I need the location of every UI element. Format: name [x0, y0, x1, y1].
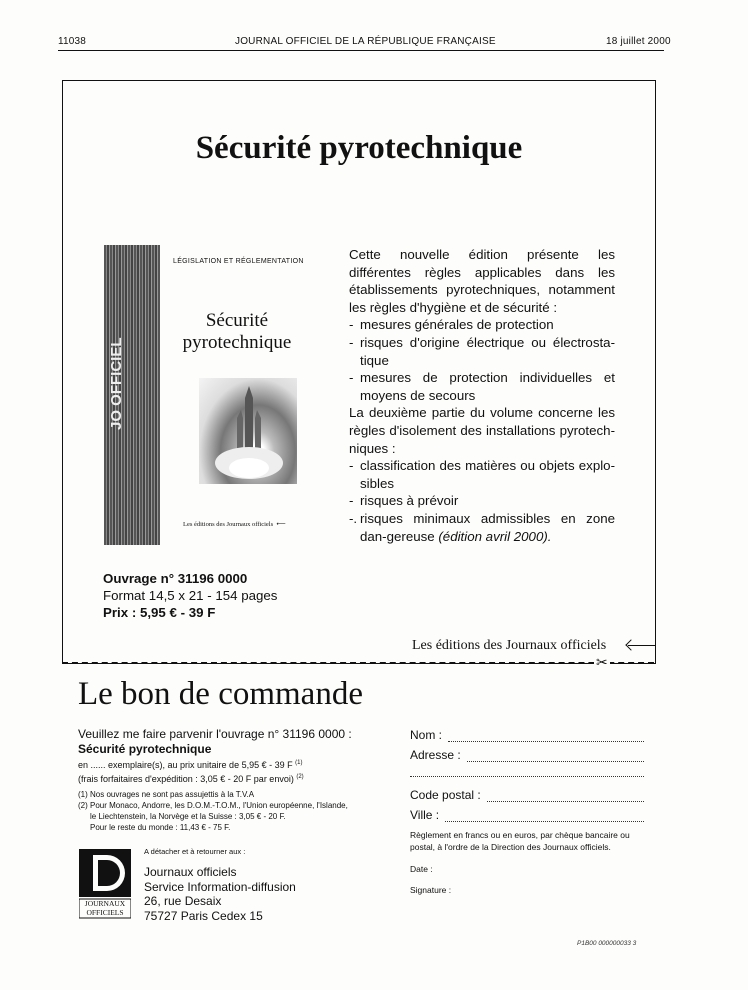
list-item: - risques à prévoir: [349, 492, 615, 510]
book-spine-text: JO OFFICIEL: [108, 337, 125, 430]
list-item: [349, 510, 615, 545]
list-item: - risques d'origine électrique ou électrosta-tique: [349, 334, 615, 369]
header-rule: [58, 50, 664, 51]
book-info: [103, 570, 277, 621]
order-title: Le bon de commande: [78, 676, 363, 712]
quantity-note: (1): [295, 760, 303, 766]
name-label: Nom :: [410, 728, 443, 742]
order-quantity-line[interactable]: [78, 757, 352, 771]
logo-text-line1: JOURNAUX: [84, 899, 126, 908]
issue-date: 18 juillet 2000: [606, 36, 671, 47]
journal-title: JOURNAL OFFICIEL DE LA RÉPUBLIQUE FRANÇAISE: [235, 36, 496, 47]
footnote-2: (2) Pour Monaco, Andorre, les D.O.M.-T.O.M., l'Union européenne, l'Islande,: [78, 801, 348, 810]
cover-subtitle: LÉGISLATION ET RÉGLEMENTATION: [173, 258, 304, 265]
cover-title: [160, 310, 314, 354]
order-book-title: Sécurité pyrotechnique: [78, 742, 212, 756]
footnote-2b: le Liechtenstein, la Norvège et la Suisse : 3,05 € - 20 F.: [90, 812, 286, 821]
postal-code-input[interactable]: [487, 793, 644, 802]
reference-code: P1B00 000000033 3: [577, 940, 637, 947]
name-field[interactable]: [410, 728, 644, 742]
address-label: Adresse :: [410, 748, 461, 762]
description-intro: Cette nouvelle édition présente les différentes règles applicables dans les établissements pyrotechniques, notamment les règles d'hygiène et de sécurité :: [349, 247, 615, 315]
cover-title-line2: pyrotechnique: [182, 332, 292, 353]
payment-terms: Règlement en francs ou en euros, par chèque bancaire ou postal, à l'ordre de la Direction des Journaux officiels.: [410, 830, 630, 852]
description-part2: La deuxième partie du volume concerne les règles d'isolement des installations pyrotech-niques :: [349, 405, 615, 456]
address-line: Journaux officiels: [144, 865, 237, 879]
list-item: - classification des matières ou objets explo-sibles: [349, 457, 615, 492]
scissors-icon: ✂: [596, 654, 608, 670]
postal-code-label: Code postal :: [410, 788, 481, 802]
logo-text: [79, 899, 131, 917]
city-label: Ville :: [410, 808, 440, 822]
address-line: 75727 Paris Cedex 15: [144, 908, 263, 923]
rocket-illustration: [199, 378, 297, 484]
order-request: Veuillez me faire parvenir l'ouvrage n° 31196 0000 :: [78, 727, 352, 741]
page-number: 11038: [58, 36, 87, 47]
list-item-text: risques minimaux admissibles en zone dan-gereuse: [360, 510, 615, 544]
shipping-text: (frais forfaitaires d'expédition : 3,05 € - 20 F par envoi): [78, 774, 294, 784]
cover-arrow-icon: ⟵: [274, 521, 286, 528]
footnote-2c: Pour le reste du monde : 11,43 € - 75 F.: [90, 823, 231, 832]
mailing-address: [144, 865, 296, 923]
quantity-text: en ...... exemplaire(s), au prix unitaire de 5,95 € - 39 F: [78, 760, 293, 770]
cover-title-line1: Sécurité: [205, 310, 269, 331]
publisher-line: Les éditions des Journaux officiels: [412, 638, 607, 653]
city-field[interactable]: [410, 808, 644, 822]
address-field[interactable]: [410, 748, 644, 762]
book-number: Ouvrage n° 31196 0000: [103, 571, 248, 586]
cover-footer: [183, 520, 286, 528]
date-field[interactable]: Date :: [410, 864, 433, 874]
footnote-1: (1) Nos ouvrages ne sont pas assujettis à la T.V.A: [78, 790, 255, 799]
arrow-left-icon: [628, 645, 656, 646]
book-description: [349, 246, 615, 545]
address-line: 26, rue Desaix: [144, 894, 222, 908]
city-input[interactable]: [445, 813, 644, 822]
address-input-2[interactable]: [410, 768, 644, 777]
promo-title: Sécurité pyrotechnique: [195, 130, 523, 166]
cover-photo: [199, 378, 297, 484]
order-shipping-line: [78, 771, 352, 785]
book-format: Format 14,5 x 21 - 154 pages: [103, 588, 278, 603]
shipping-note: (2): [296, 774, 304, 780]
cover-footer-text: Les éditions des Journaux officiels: [183, 521, 274, 528]
name-input[interactable]: [448, 733, 644, 742]
journaux-officiels-logo: [79, 849, 131, 919]
address-input[interactable]: [467, 753, 644, 762]
postal-code-field[interactable]: [410, 788, 644, 802]
book-price: Prix : 5,95 € - 39 F: [103, 605, 216, 620]
detach-instruction: A détacher et à retourner aux :: [144, 847, 246, 856]
list-item: - mesures de protection individuelles et moyens de secours: [349, 369, 615, 404]
order-details: [78, 727, 352, 833]
address-line: Service Information-diffusion: [144, 879, 296, 894]
signature-field[interactable]: Signature :: [410, 885, 452, 895]
edition-note: (édition avril 2000).: [438, 528, 552, 544]
address-field-line2[interactable]: [410, 768, 644, 777]
list-item: - mesures générales de protection: [349, 316, 615, 334]
cut-line: [62, 662, 654, 664]
logo-text-line2: OFFICIELS: [86, 908, 124, 917]
